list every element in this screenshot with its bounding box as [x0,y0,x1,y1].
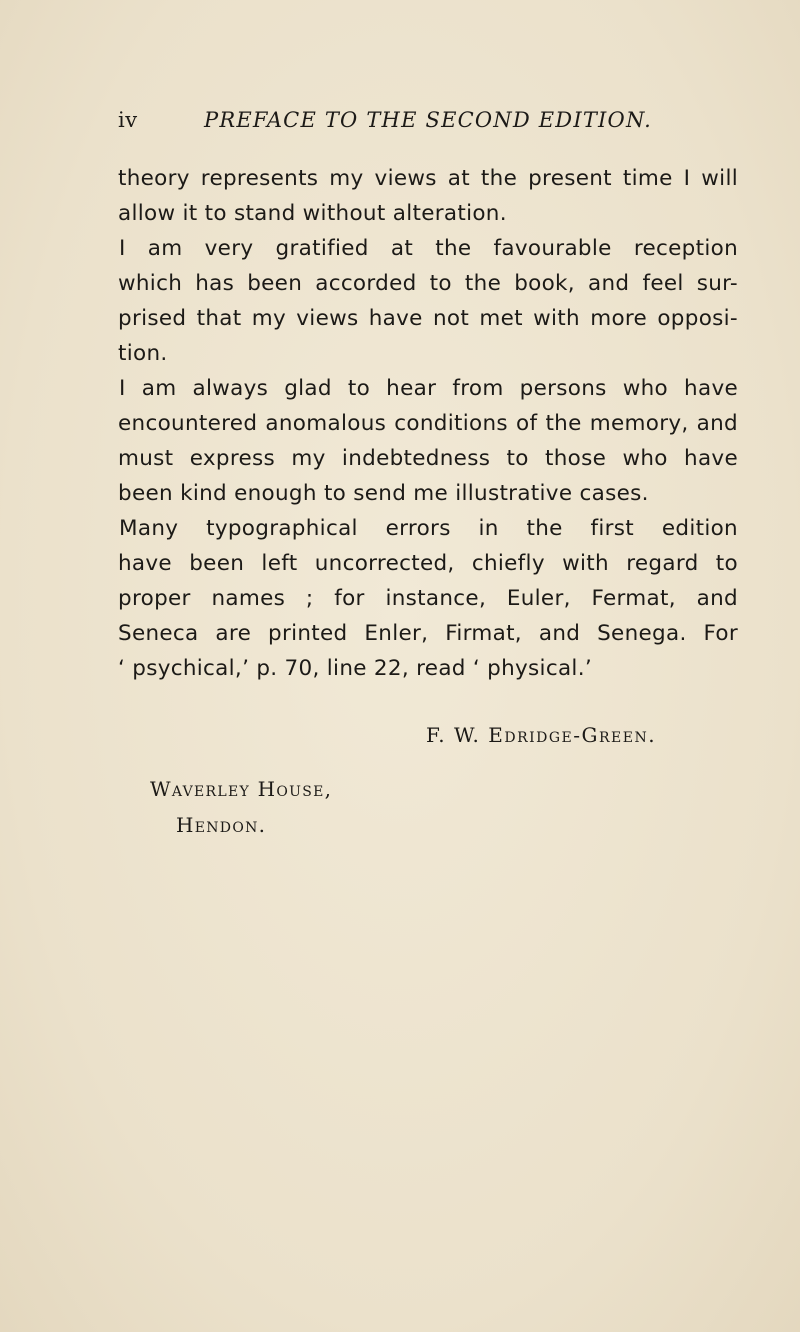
text-line: proper names ; for instance, Euler, Fermat, and [118,586,738,611]
running-head: PREFACE TO THE SECOND EDITION. [204,108,653,132]
text-line: allow it to stand without alteration. [118,201,507,226]
preface-body [118,161,738,686]
address-block [150,771,332,843]
text-line: Seneca are printed Enler, Firmat, and Senega. For [118,621,738,646]
text-line: I am very gratified at the favourable reception [119,236,738,261]
page-header [118,108,738,138]
text-line: have been left uncorrected, chiefly with regard to [118,551,738,576]
text-line: Many typographical errors in the first edition [119,516,738,541]
address-line: Waverley House, [150,777,333,801]
text-line: been kind enough to send me illustrative cases. [118,481,649,506]
text-line: must express my indebtedness to those who have [118,446,738,471]
text-line: tion. [118,341,168,366]
text-line: theory represents my views at the present time I will [118,166,738,191]
text-line: prised that my views have not met with more opposi- [118,306,738,331]
text-line: ‘ psychical,’ p. 70, line 22, read ‘ physical.’ [118,656,592,681]
page-number: iv [118,108,138,132]
author-signature: F. W. Edridge-Green. [426,723,657,747]
text-line: encountered anomalous conditions of the memory, and [118,411,738,436]
text-line: I am always glad to hear from persons who have [119,376,738,401]
text-line: which has been accorded to the book, and feel sur- [118,271,738,296]
address-line: Hendon. [176,813,267,837]
